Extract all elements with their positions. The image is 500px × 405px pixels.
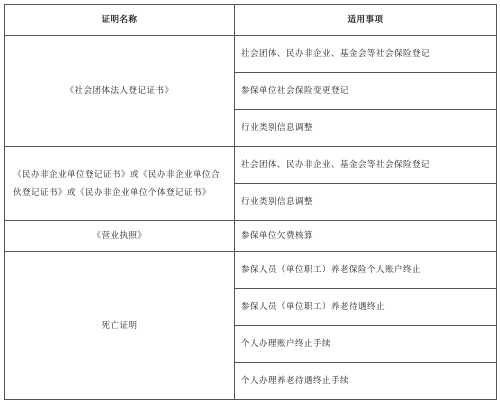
table-row bbox=[5, 36, 497, 73]
certificate-name-cell: 《营业执照》 bbox=[5, 221, 235, 252]
applicable-item: 社会团体、民办非企业、基金会等社会保险登记 bbox=[235, 36, 497, 73]
applicable-item: 参保人员（单位职工）养老待遇终止 bbox=[235, 289, 497, 326]
applicable-item: 参保单位欠费核算 bbox=[235, 221, 497, 252]
header-applicable-items: 适用事项 bbox=[235, 5, 497, 36]
header-certificate-name: 证明名称 bbox=[5, 5, 235, 36]
applicable-item: 个人办理账户终止手续 bbox=[235, 326, 497, 363]
table-row bbox=[5, 221, 497, 252]
applicable-item: 行业类别信息调整 bbox=[235, 184, 497, 221]
applicable-item: 参保人员（单位职工）养老保险个人账户终止 bbox=[235, 252, 497, 289]
certificate-name-cell: 《社会团体法人登记证书》 bbox=[5, 36, 235, 147]
applicable-item: 个人办理养老待遇终止手续 bbox=[235, 363, 497, 400]
certificate-name-cell: 《民办非企业单位登记证书》或《民办非企业单位合伙登记证书》或《民办非企业单位个体登记证书》 bbox=[5, 147, 235, 221]
table-row bbox=[5, 252, 497, 289]
table-header-row bbox=[5, 5, 497, 36]
certificate-name-cell: 死亡证明 bbox=[5, 252, 235, 400]
table-row bbox=[5, 147, 497, 184]
certificate-table bbox=[4, 4, 497, 400]
applicable-item: 行业类别信息调整 bbox=[235, 110, 497, 147]
applicable-item: 社会团体、民办非企业、基金会等社会保险登记 bbox=[235, 147, 497, 184]
applicable-item: 参保单位社会保险变更登记 bbox=[235, 73, 497, 110]
